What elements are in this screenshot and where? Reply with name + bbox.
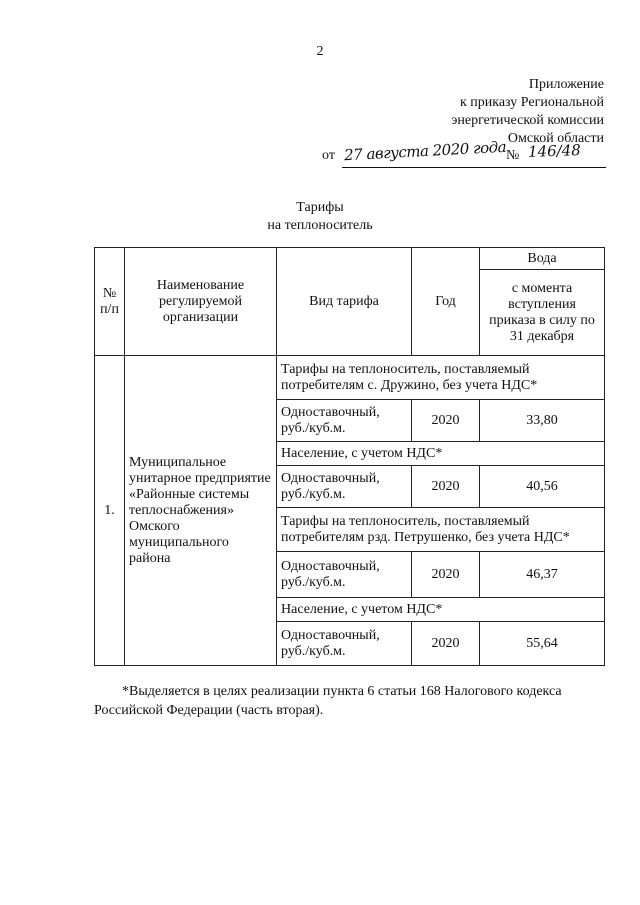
- organization-name: Муниципальное унитарное предприятие «Районные системы теплоснабжения» Омского муниципального района: [125, 356, 277, 666]
- header-water: Вода: [480, 248, 605, 270]
- approval-block: [451, 76, 604, 148]
- title-line-1: Тарифы: [296, 200, 344, 215]
- order-underline: [342, 167, 606, 168]
- tariff-type: Одноставочный, руб./куб.м.: [277, 622, 412, 666]
- tariff-type: Одноставочный, руб./куб.м.: [277, 400, 412, 442]
- approval-line-3: энергетической комиссии: [451, 113, 604, 128]
- header-tariff-type: Вид тарифа: [277, 248, 412, 356]
- title-line-2: на теплоноситель: [267, 218, 373, 233]
- handwritten-date: 27 августа 2020 года: [343, 137, 507, 165]
- page-number: 2: [316, 44, 324, 59]
- approval-line-1: Приложение: [528, 77, 604, 92]
- header-period: с момента вступления приказа в силу по 31 декабря: [480, 270, 605, 356]
- tariff-value: 55,64: [480, 622, 605, 666]
- header-number: № п/п: [95, 248, 125, 356]
- section-row: [95, 356, 605, 400]
- section-title: Население, с учетом НДС*: [277, 442, 605, 466]
- document-title: [0, 199, 640, 235]
- number-prefix: №: [506, 148, 520, 163]
- tariff-value: 40,56: [480, 466, 605, 508]
- footnote: *Выделяется в целях реализации пункта 6 статьи 168 Налогового кодекса Российской Федерации (часть вторая).: [94, 684, 562, 718]
- from-prefix: от: [322, 148, 335, 163]
- approval-line-2: к приказу Региональной: [459, 95, 604, 110]
- tariffs-table: [94, 247, 605, 666]
- section-title: Тарифы на теплоноситель, поставляемый потребителям с. Дружино, без учета НДС*: [277, 356, 605, 400]
- tariff-type: Одноставочный, руб./куб.м.: [277, 552, 412, 598]
- section-title: Тарифы на теплоноситель, поставляемый потребителям рзд. Петрушенко, без учета НДС*: [277, 508, 605, 552]
- approval-line-4: Омской области: [507, 131, 604, 146]
- tariff-value: 33,80: [480, 400, 605, 442]
- tariff-year: 2020: [412, 622, 480, 666]
- tariff-year: 2020: [412, 466, 480, 508]
- section-title: Население, с учетом НДС*: [277, 598, 605, 622]
- header-row-1: [95, 248, 605, 270]
- tariff-type: Одноставочный, руб./куб.м.: [277, 466, 412, 508]
- header-organization: Наименование регулируемой организации: [125, 248, 277, 356]
- row-number: 1.: [95, 356, 125, 666]
- tariff-value: 46,37: [480, 552, 605, 598]
- header-year: Год: [412, 248, 480, 356]
- tariff-year: 2020: [412, 400, 480, 442]
- handwritten-number: 146/48: [527, 141, 582, 161]
- tariff-year: 2020: [412, 552, 480, 598]
